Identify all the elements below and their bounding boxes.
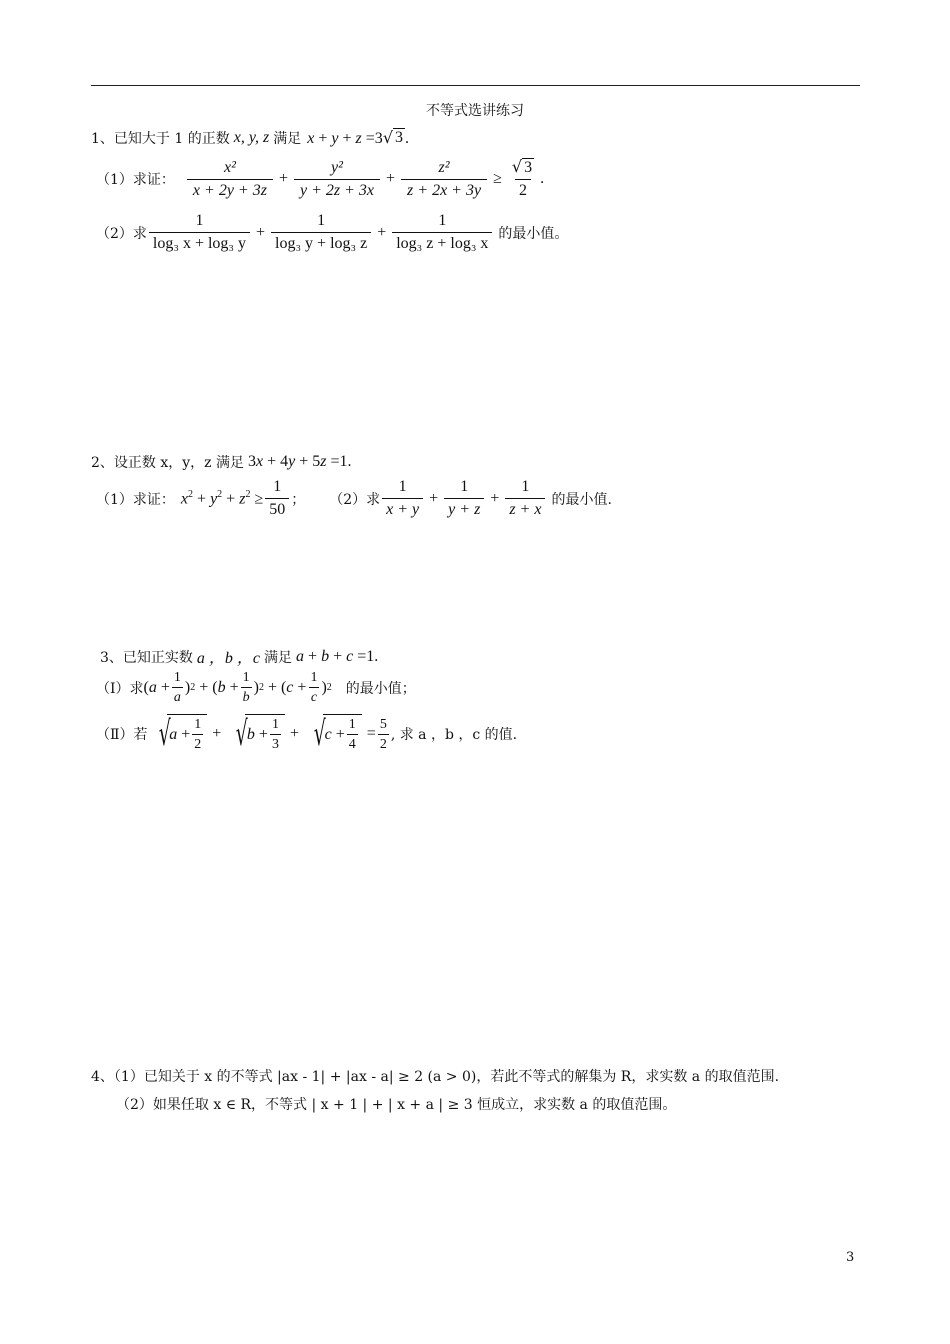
page-title: 不等式选讲练习 [426, 103, 524, 119]
q1-intro: 1、已知大于 1 的正数 [91, 131, 230, 147]
q1-p1-rhs: √ 3 2 [511, 157, 533, 199]
q2-p1-label: （1）求证： [96, 491, 175, 508]
q1-p1-term3: $\frac{\text{z²}}{z + 2x + 3y}$ [401, 159, 487, 200]
header-rule [91, 85, 860, 86]
q3-intro: 3、已知正实数 [100, 649, 193, 666]
q2-p2-tail: 的最小值. [551, 491, 612, 508]
q1-vars: x, y, z [233, 129, 270, 146]
q1-p2-label: （2）求 [96, 225, 147, 242]
q2-p1-expr: $x^2 + y^2 + z^2$ ≥ [180, 488, 264, 508]
q3-p2-expr: √ a + $\frac{1}{2}$ + √ b + $\frac{1}{3}$ + √ c + $\frac{1}{4}$ = $\frac{5}{2}$ [158, 714, 387, 754]
q3-condition: a + b + c =1. [296, 647, 379, 665]
q3-p1-label: （Ⅰ）求 [96, 680, 144, 697]
q1-statement [91, 128, 409, 148]
q2-p1-end: ； [291, 491, 306, 508]
q2-parts: （1）求证： $x^2 + y^2 + z^2$ ≥ $\frac{1}{50}$ ； （2）求 $\frac{1}{x + y}$ + $\frac{1}{y + z}$ + $\frac{1}{z + x}$ 的最小值. [96, 478, 612, 518]
page-number: 3 [846, 1250, 855, 1265]
q2-condition: 3x + 4y + 5z =1. [248, 453, 352, 470]
q1-cond-text: 满足 [273, 131, 302, 147]
q1-part1: （1）求证： $\frac{\text{x²}}{x + 2y + 3z}$ + $\frac{\text{y²}}{y + 2z + 3x}$ + $\frac{\text{z²}}{z + 2x + 3y}$ ≥ √ 3 2 . [96, 157, 545, 199]
q2-p2-term1: $\frac{1}{x + y}$ [382, 478, 423, 519]
q2-p2-term2: $\frac{1}{y + z}$ [444, 478, 484, 519]
q1-p1-term2: $\frac{\text{y²}}{y + 2z + 3x}$ [294, 159, 380, 200]
q3-part2 [96, 714, 517, 754]
q2-statement [91, 452, 352, 472]
q3-p1-expr: ( a + $\frac{1}{a}$ ) 2 + ( b + $\frac{1}{b}$ ) 2 + ( c + $\frac{1}{c}$ ) 2 [143, 670, 332, 705]
q3-cond-text: 满足 [264, 649, 293, 666]
q3-p2-tail: , 求 a ，b ，c 的值. [390, 727, 518, 743]
q1-p1-term1: $\frac{\text{x²}}{x + 2y + 3z}$ [187, 159, 273, 200]
q1-p2-term2: $\frac{1}{\text{log₃ y + log₃ z}}$ [271, 212, 371, 253]
q4-part1: 4、（1）已知关于 x 的不等式 |ax - 1| + |ax - a| ≥ 2 (a > 0)，若此不等式的解集为 R，求实数 a 的取值范围. [91, 1069, 780, 1085]
q1-p2-tail: 的最小值。 [498, 225, 569, 242]
q3-p2-label: （Ⅱ）若 [96, 727, 148, 743]
q2-p2-term3: $\frac{1}{z + x}$ [505, 478, 545, 519]
q1-p2-term3: $\frac{1}{\text{log₃ z + log₃ x}}$ [392, 212, 492, 253]
q1-p1-label: （1）求证： [96, 172, 175, 188]
q3-vars: a ，b ，c [196, 650, 261, 667]
q2-intro: 2、设正数 x，y，z 满足 [91, 455, 244, 471]
q4-part2: （2）如果任取 x ∈ R，不等式 | x + 1 | + | x + a | ≥ 3 恒成立，求实数 a 的取值范围。 [116, 1097, 677, 1113]
q1-p2-term1: $\frac{1}{\text{log₃ x + log₃ y}}$ [149, 212, 250, 253]
q3-part1 [96, 670, 416, 705]
q1-condition: x + y + z =3 √ 3 . [307, 128, 410, 147]
q3-statement [100, 645, 378, 668]
q1-part2: （2）求 $\frac{1}{\text{log₃ x + log₃ y}}$ + $\frac{1}{\text{log₃ y + log₃ z}}$ + $\frac{1}{\text{log₃ z + log₃ x}}$ 的最小值。 [96, 212, 569, 252]
q2-p2-label: （2）求 [329, 491, 381, 508]
q2-p1-frac: $\frac{1}{50}$ [265, 478, 289, 519]
q3-p1-tail: 的最小值； [345, 680, 416, 697]
